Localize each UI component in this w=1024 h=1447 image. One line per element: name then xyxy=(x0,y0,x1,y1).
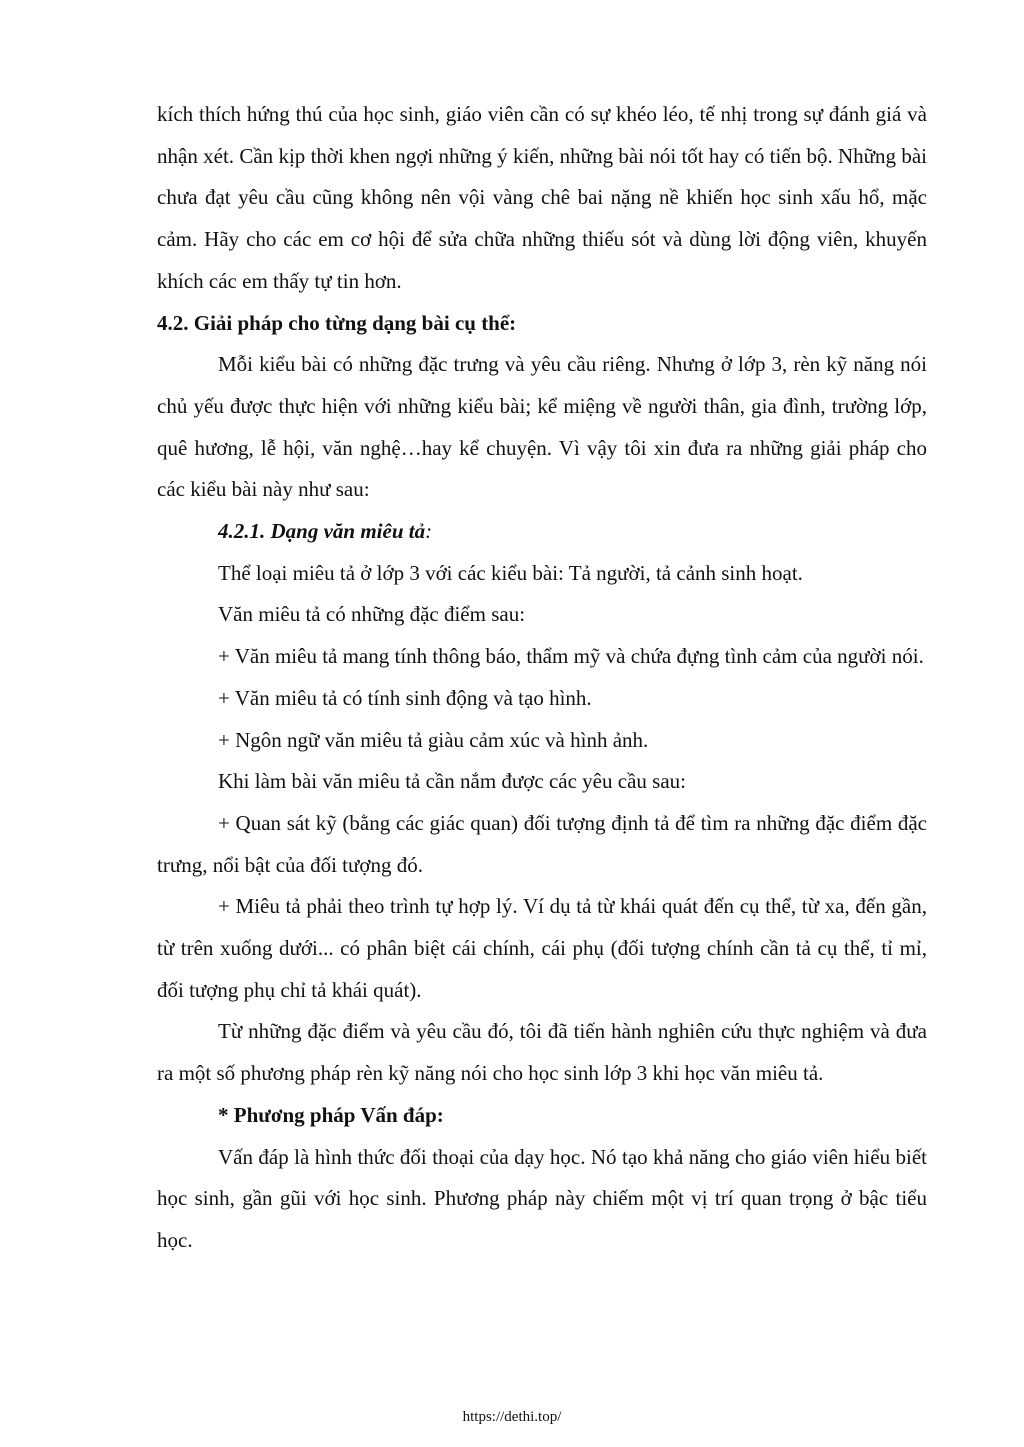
section-heading-4-2: 4.2. Giải pháp cho từng dạng bài cụ thể: xyxy=(157,310,517,335)
list-item-requirement-1: + Quan sát kỹ (bằng các giác quan) đối tượng định tả để tìm ra những đặc điểm đặc trưng, nổi bật của đối tượng đó. xyxy=(157,810,927,877)
paragraph-intro: kích thích hứng thú của học sinh, giáo viên cần có sự khéo léo, tế nhị trong sự đánh giá và nhận xét. Cần kịp thời khen ngợi những ý kiến, những bài nói tốt hay có tiến bộ. Những bài chưa đạt yêu cầu cũng không nên vội vàng chê bai nặng nề khiến học sinh xấu hổ, mặc cảm. Hãy cho các em cơ hội để sửa chữa những thiếu sót và dùng lời động viên, khuyến khích các em thấy tự tin hơn. xyxy=(157,102,927,293)
paragraph-features-intro: Văn miêu tả có những đặc điểm sau: xyxy=(218,602,526,627)
list-item-feature-1: + Văn miêu tả mang tính thông báo, thẩm mỹ và chứa đựng tình cảm của người nói. xyxy=(218,644,924,669)
subsection-heading-4-2-1 xyxy=(157,511,927,553)
method-heading: * Phương pháp Vấn đáp: xyxy=(218,1102,444,1127)
subsection-heading-colon: : xyxy=(425,519,433,544)
list-item-feature-3: + Ngôn ngữ văn miêu tả giàu cảm xúc và hình ảnh. xyxy=(218,727,649,752)
list-item-requirement-2: + Miêu tả phải theo trình tự hợp lý. Ví dụ tả từ khái quát đến cụ thể, từ xa, đến gần, từ trên xuống dưới... có phân biệt cái chính, cái phụ (đối tượng chính cần tả cụ thể, tỉ mỉ, đối tượng phụ chỉ tả khái quát). xyxy=(157,894,927,1002)
subsection-heading-text: 4.2.1. Dạng văn miêu tả xyxy=(218,519,426,544)
page-body xyxy=(157,94,927,1262)
paragraph-requirements-intro: Khi làm bài văn miêu tả cần nắm được các yêu cầu sau: xyxy=(218,769,686,794)
paragraph-research: Từ những đặc điểm và yêu cầu đó, tôi đã tiến hành nghiên cứu thực nghiệm và đưa ra một số phương pháp rèn kỹ năng nói cho học sinh lớp 3 khi học văn miêu tả. xyxy=(157,1019,927,1086)
paragraph-method: Vấn đáp là hình thức đối thoại của dạy học. Nó tạo khả năng cho giáo viên hiểu biết học sinh, gần gũi với học sinh. Phương pháp này chiếm một vị trí quan trọng ở bậc tiểu học. xyxy=(157,1144,927,1252)
paragraph-genre: Thể loại miêu tả ở lớp 3 với các kiểu bài: Tả người, tả cảnh sinh hoạt. xyxy=(218,560,803,585)
footer-url[interactable]: https://dethi.top/ xyxy=(462,1409,562,1425)
paragraph-overview: Mỗi kiểu bài có những đặc trưng và yêu cầu riêng. Nhưng ở lớp 3, rèn kỹ năng nói chủ yếu được thực hiện với những kiểu bài; kể miệng về người thân, gia đình, trường lớp, quê hương, lễ hội, văn nghệ…hay kể chuyện. Vì vậy tôi xin đưa ra những giải pháp cho các kiểu bài này như sau: xyxy=(157,352,927,502)
list-item-feature-2: + Văn miêu tả có tính sinh động và tạo hình. xyxy=(218,685,592,710)
